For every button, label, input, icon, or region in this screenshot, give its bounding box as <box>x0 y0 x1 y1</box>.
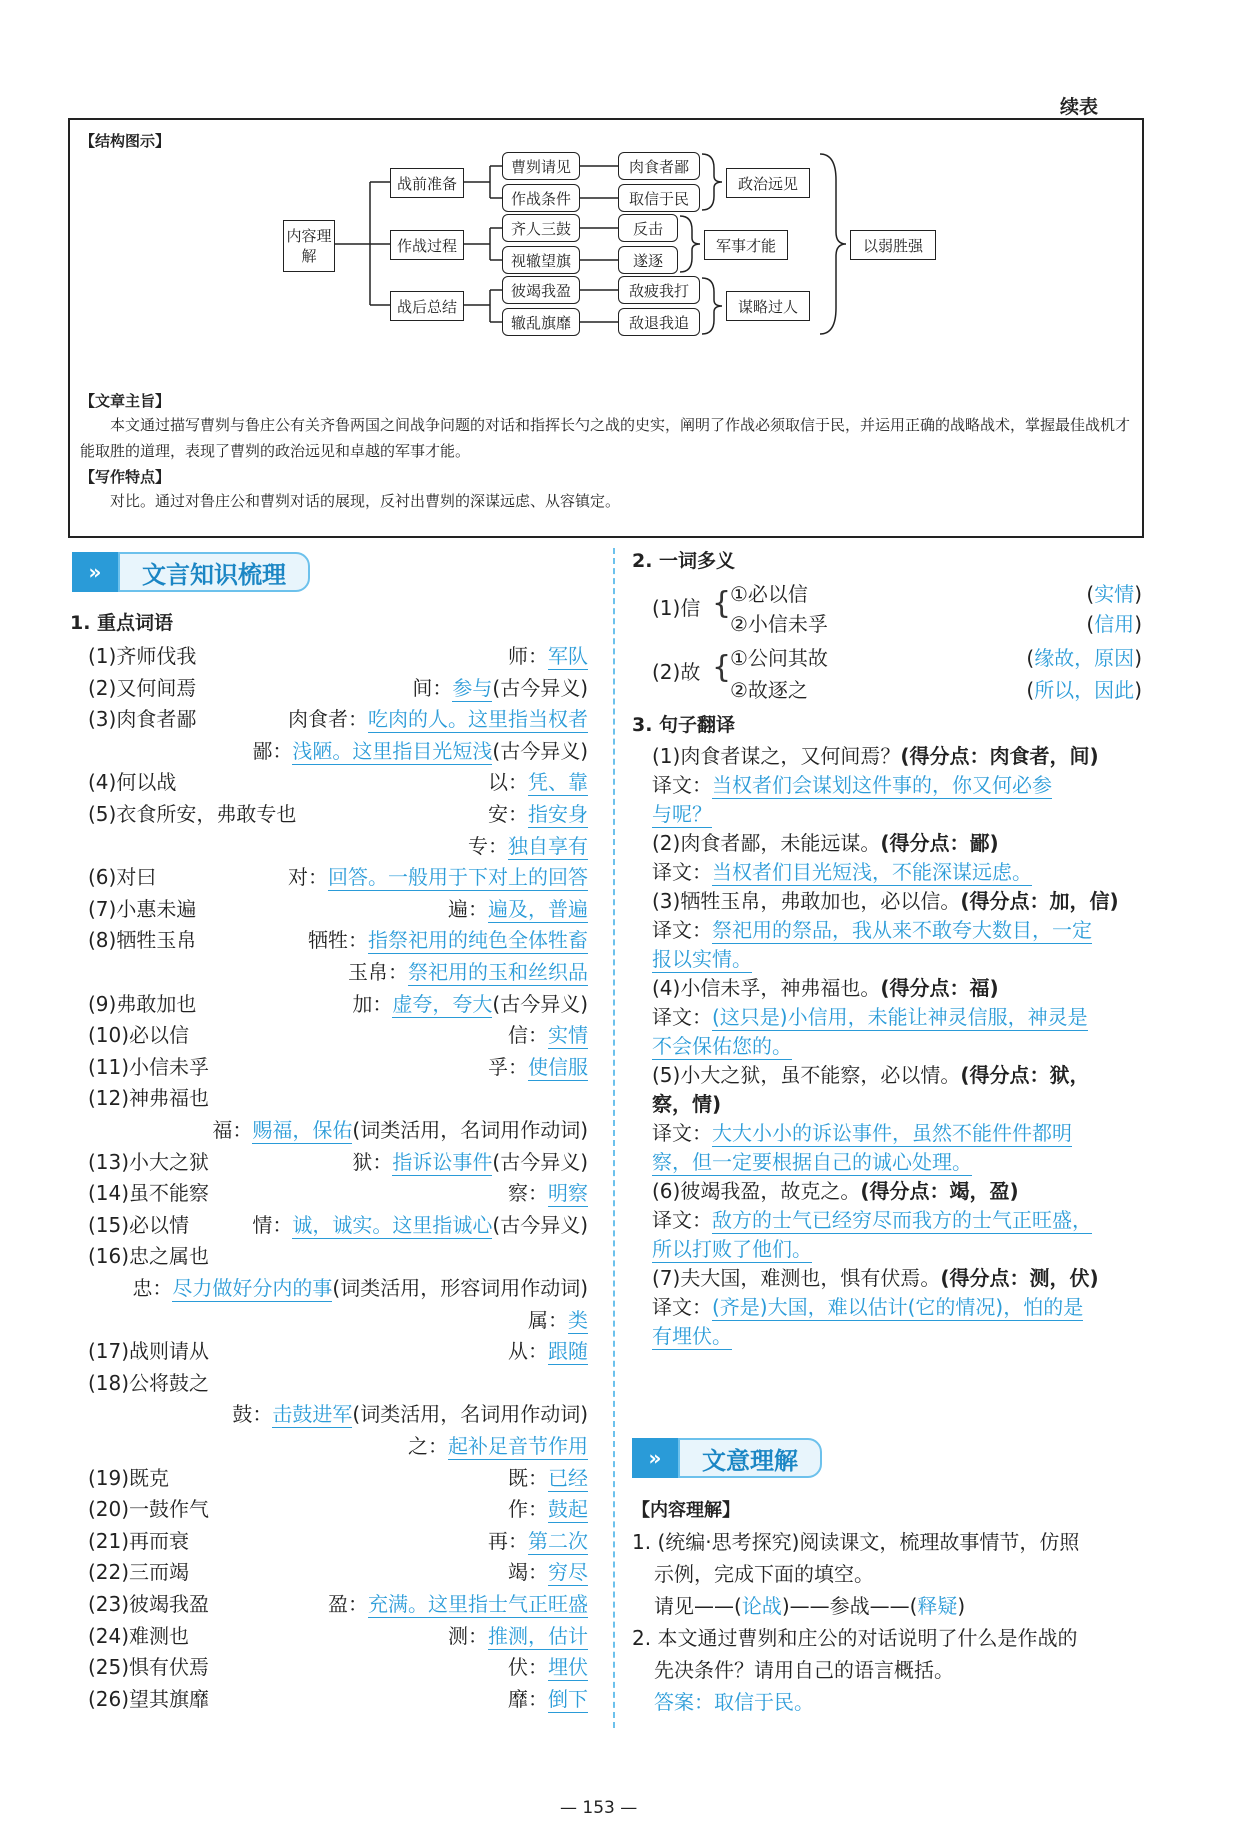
poly-answer: (缘故，原因) <box>1026 646 1142 670</box>
translation-question: (1)肉食者谋之，又何间焉？(得分点：肉食者，间) <box>652 744 1099 768</box>
key-word-definition: 既：已经 <box>508 1466 588 1490</box>
translation-answer: 译文：当权者们目光短浅，不能深谋远虑。 <box>652 860 1032 884</box>
diagram-phase: 战后总结 <box>390 291 464 321</box>
page-number: — 153 — <box>560 1798 638 1818</box>
key-word-phrase: (20)一鼓作气 <box>88 1497 210 1521</box>
key-word-phrase: (24)难测也 <box>88 1624 190 1648</box>
question-2-answer: 答案：取信于民。 <box>654 1690 814 1714</box>
poly-answer: (信用) <box>1086 612 1142 636</box>
diagram-result: 遂逐 <box>618 246 678 274</box>
banner-label: 文意理解 <box>678 1438 822 1478</box>
key-word-phrase: (26)望其旗靡 <box>88 1687 210 1711</box>
key-word-definition: 鄙：浅陋。这里指目光短浅(古今异义) <box>252 739 588 763</box>
key-word-definition: 孚：使信服 <box>488 1055 588 1079</box>
diagram-result: 反击 <box>618 214 678 242</box>
key-word-phrase: (23)彼竭我盈 <box>88 1592 210 1616</box>
diagram-quality: 谋略过人 <box>726 291 810 321</box>
poly-word: (1)信 <box>652 596 701 620</box>
key-word-definition: 之：起补足音节作用 <box>408 1434 588 1458</box>
translation-question: (3)牺牲玉帛，弗敢加也，必以信。(得分点：加，信) <box>652 889 1119 913</box>
translation-answer: 不会保佑您的。 <box>652 1034 792 1058</box>
key-word-definition: 肉食者：吃肉的人。这里指当权者 <box>288 707 588 731</box>
diagram-event: 齐人三鼓 <box>502 214 580 242</box>
key-word-definition: 福：赐福，保佑(词类活用，名词用作动词) <box>212 1118 588 1142</box>
poly-sentence: ①必以信 <box>730 582 808 606</box>
diagram-phase: 战前准备 <box>390 168 464 198</box>
translation-question: (7)夫大国，难测也，惧有伏焉。(得分点：测，伏) <box>652 1266 1099 1290</box>
translation-answer: 译文：大大小小的诉讼事件，虽然不能件件都明 <box>652 1121 1072 1145</box>
section-key-words: 1. 重点词语 <box>70 612 174 634</box>
key-word-definition: 对：回答。一般用于下对上的回答 <box>288 865 588 889</box>
key-word-definition: 从：跟随 <box>508 1339 588 1363</box>
key-word-definition: 遍：遍及，普遍 <box>448 897 588 921</box>
key-word-phrase: (9)弗敢加也 <box>88 992 197 1016</box>
translation-answer: 所以打败了他们。 <box>652 1237 812 1261</box>
diagram-result: 敌退我追 <box>618 308 700 336</box>
key-words-list <box>88 640 588 1720</box>
poly-sentence: ②小信未孚 <box>730 612 828 636</box>
key-word-phrase: (6)对曰 <box>88 865 157 889</box>
key-word-definition: 安：指安身 <box>488 802 588 826</box>
key-word-phrase: (4)何以战 <box>88 770 177 794</box>
key-word-phrase: (3)肉食者鄙 <box>88 707 197 731</box>
question-1: 1. (统编·思考探究)阅读课文，梳理故事情节，仿照 示例，完成下面的填空。 请见——(论战)——参战——(释疑) <box>632 1526 1152 1622</box>
key-word-phrase: (22)三而竭 <box>88 1560 190 1584</box>
translation-answer: 有埋伏。 <box>652 1324 732 1348</box>
key-word-phrase: (13)小大之狱 <box>88 1150 210 1174</box>
summary-box <box>68 118 1144 538</box>
key-word-phrase: (8)牺牲玉帛 <box>88 928 197 952</box>
question-1-fill: 请见——(论战)——参战——(释疑) <box>654 1594 966 1618</box>
content-heading: 【内容理解】 <box>632 1500 740 1521</box>
poly-sentence: ①公问其故 <box>730 646 828 670</box>
translation-answer: 与呢？ <box>652 802 712 826</box>
polysemy-block <box>652 578 1142 708</box>
section-polysemy: 2. 一词多义 <box>632 550 736 572</box>
translation-question: (6)彼竭我盈，故克之。(得分点：竭，盈) <box>652 1179 1019 1203</box>
translation-question: (5)小大之狱，虽不能察，必以情。(得分点：狱， <box>652 1063 1090 1087</box>
key-word-phrase: (19)既克 <box>88 1466 170 1490</box>
translation-answer: 译文：(这只是)小信用，未能让神灵信服，神灵是 <box>652 1005 1088 1029</box>
poly-answer: (所以，因此) <box>1026 678 1142 702</box>
banner-classical-knowledge <box>72 552 310 592</box>
brace-icon: { <box>712 586 732 621</box>
poly-sentence: ②故逐之 <box>730 678 808 702</box>
diagram-result: 肉食者鄙 <box>618 152 700 180</box>
diagram-quality: 军事才能 <box>704 230 788 260</box>
translation-question: (4)小信未孚，神弗福也。(得分点：福) <box>652 976 999 1000</box>
translation-answer: 察，但一定要根据自己的诚心处理。 <box>652 1150 972 1174</box>
key-word-phrase: (7)小惠未遍 <box>88 897 197 921</box>
key-word-definition: 狱：指诉讼事件(古今异义) <box>352 1150 588 1174</box>
diagram-connectors <box>70 120 1142 380</box>
key-word-definition: 玉帛：祭祀用的玉和丝织品 <box>348 960 588 984</box>
continued-label: 续表 <box>1060 96 1099 118</box>
key-word-definition: 忠：尽力做好分内的事(词类活用，形容词用作动词) <box>132 1276 588 1300</box>
banner-text-understanding <box>632 1438 822 1478</box>
key-word-phrase: (15)必以情 <box>88 1213 190 1237</box>
key-word-phrase: (5)衣食所安，弗敢专也 <box>88 802 297 826</box>
diagram-event: 作战条件 <box>502 184 580 212</box>
key-word-definition: 加：虚夸，夸大(古今异义) <box>352 992 588 1016</box>
theme-text: 本文通过描写曹刿与鲁庄公有关齐鲁两国之间战争问题的对话和指挥长勺之战的史实，阐明了作战必须取信于民，并运用正确的战略战术，掌握最佳战机才能取胜的道理，表现了曹刿的政治远见和卓越的军事才能。 <box>80 416 1131 460</box>
key-word-definition: 以：凭、靠 <box>488 770 588 794</box>
writing-heading: 【写作特点】 <box>80 468 171 486</box>
key-word-definition: 鼓：击鼓进军(词类活用，名词用作动词) <box>232 1402 588 1426</box>
key-word-definition: 师：军队 <box>508 644 588 668</box>
key-word-definition: 间：参与(古今异义) <box>412 676 588 700</box>
key-word-definition: 信：实情 <box>508 1023 588 1047</box>
key-word-definition: 情：诚，诚实。这里指诚心(古今异义) <box>252 1213 588 1237</box>
key-word-definition: 竭：穷尽 <box>508 1560 588 1584</box>
question-2: 2. 本文通过曹刿和庄公的对话说明了什么是作战的 先决条件？请用自己的语言概括。 答案：取信于民。 <box>632 1622 1152 1718</box>
translation-answer: 译文：祭祀用的祭品，我从来不敢夸大数目，一定 <box>652 918 1092 942</box>
key-word-phrase: (1)齐师伐我 <box>88 644 197 668</box>
key-word-phrase: (16)忠之属也 <box>88 1244 210 1268</box>
key-word-phrase: (2)又何间焉 <box>88 676 197 700</box>
banner-label: 文言知识梳理 <box>118 552 310 592</box>
translation-question: (2)肉食者鄙，未能远谋。(得分点：鄙) <box>652 831 999 855</box>
key-word-phrase: (12)神弗福也 <box>88 1086 210 1110</box>
diagram-result: 敌疲我打 <box>618 276 700 304</box>
section-translation: 3. 句子翻译 <box>632 714 736 736</box>
diagram-event: 辙乱旗靡 <box>502 308 580 336</box>
key-word-phrase: (17)战则请从 <box>88 1339 210 1363</box>
diagram-event: 彼竭我盈 <box>502 276 580 304</box>
key-word-phrase: (25)惧有伏焉 <box>88 1655 210 1679</box>
key-word-phrase: (14)虽不能察 <box>88 1181 210 1205</box>
translation-answer: 译文：敌方的士气已经穷尽而我方的士气正旺盛， <box>652 1208 1092 1232</box>
translation-answer: 译文：当权者们会谋划这件事的，你又何必参 <box>652 773 1052 797</box>
poly-word: (2)故 <box>652 660 701 684</box>
diagram-conclusion: 以弱胜强 <box>850 230 936 260</box>
key-word-definition: 属：类 <box>528 1308 588 1332</box>
key-word-phrase: (21)再而衰 <box>88 1529 190 1553</box>
key-word-definition: 盈：充满。这里指士气正旺盛 <box>328 1592 588 1616</box>
diagram-event: 视辙望旗 <box>502 246 580 274</box>
brace-icon: { <box>712 650 732 685</box>
column-divider <box>613 548 615 1728</box>
diagram-root: 内容理解 <box>283 220 335 272</box>
key-word-definition: 靡：倒下 <box>508 1687 588 1711</box>
double-chevron-icon: » <box>632 1438 678 1478</box>
theme-heading: 【文章主旨】 <box>80 392 171 410</box>
key-word-definition: 伏：埋伏 <box>508 1655 588 1679</box>
key-word-definition: 专：独自享有 <box>468 834 588 858</box>
diagram-result: 取信于民 <box>618 184 700 212</box>
key-word-definition: 作：鼓起 <box>508 1497 588 1521</box>
translation-list <box>652 740 1142 1430</box>
key-word-phrase: (11)小信未孚 <box>88 1055 210 1079</box>
diagram-event: 曹刿请见 <box>502 152 580 180</box>
key-word-phrase: (18)公将鼓之 <box>88 1371 210 1395</box>
poly-answer: (实情) <box>1086 582 1142 606</box>
translation-answer: 报以实情。 <box>652 947 752 971</box>
key-word-definition: 测：推测，估计 <box>448 1624 588 1648</box>
translation-points: 察，情) <box>652 1092 722 1116</box>
translation-answer: 译文：(齐是)大国，难以估计(它的情况)，怕的是 <box>652 1295 1084 1319</box>
diagram-quality: 政治远见 <box>726 168 810 198</box>
key-word-definition: 察：明察 <box>508 1181 588 1205</box>
key-word-definition: 再：第二次 <box>488 1529 588 1553</box>
key-word-definition: 牺牲：指祭祀用的纯色全体牲畜 <box>308 928 588 952</box>
key-word-phrase: (10)必以信 <box>88 1023 190 1047</box>
diagram-phase: 作战过程 <box>390 230 464 260</box>
writing-text: 对比。通过对鲁庄公和曹刿对话的展现，反衬出曹刿的深谋远虑、从容镇定。 <box>110 492 621 510</box>
structure-heading: 【结构图示】 <box>80 132 171 150</box>
double-chevron-icon: » <box>72 552 118 592</box>
